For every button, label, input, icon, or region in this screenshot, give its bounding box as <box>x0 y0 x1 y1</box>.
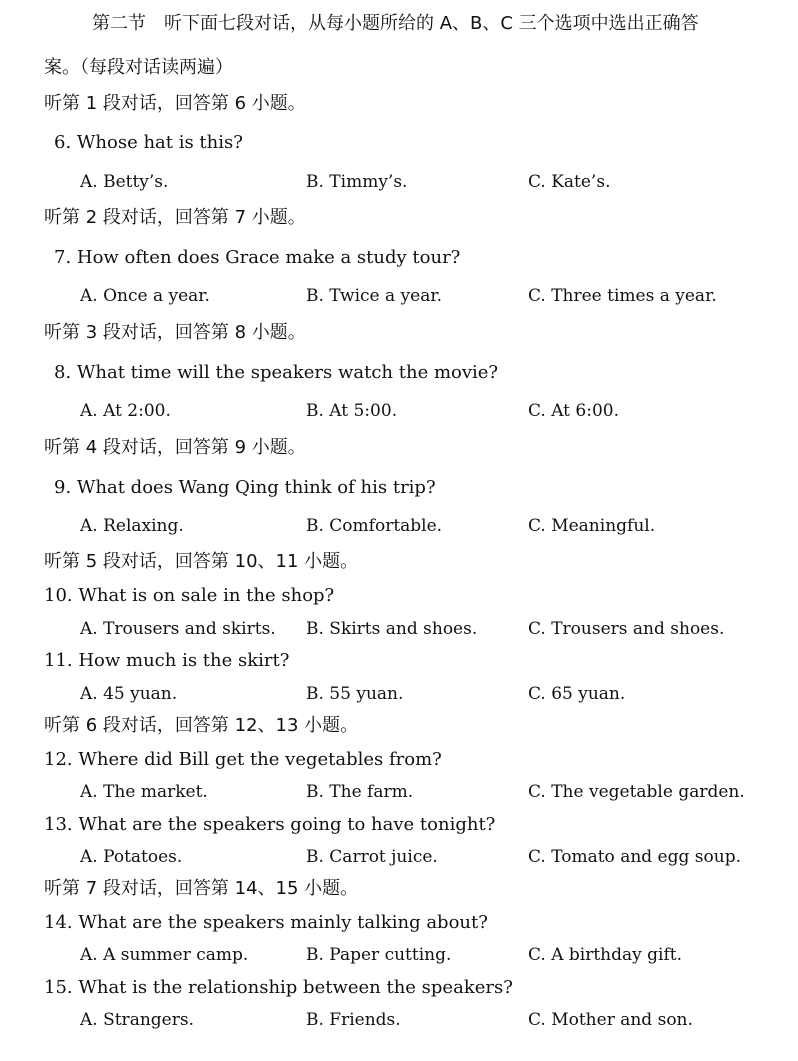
group-instruction: 听第 4 段对话，回答第 9 小题。 <box>44 437 306 458</box>
option-a: A. Strangers. <box>80 1010 194 1030</box>
question-stem: 15. What is the relationship between the speakers? <box>44 977 513 998</box>
question-stem: 9. What does Wang Qing think of his trip? <box>54 477 436 498</box>
group-instruction: 听第 2 段对话，回答第 7 小题。 <box>44 207 306 228</box>
option-c: C. Meaningful. <box>528 516 656 536</box>
group-instruction: 听第 3 段对话，回答第 8 小题。 <box>44 322 306 343</box>
section-heading-line2: 案。（每段对话读两遍） <box>44 57 233 78</box>
question-stem: 12. Where did Bill get the vegetables from? <box>44 749 442 770</box>
group-instruction: 听第 6 段对话，回答第 12、13 小题。 <box>44 715 359 736</box>
option-a: A. At 2:00. <box>80 401 171 421</box>
question-stem: 8. What time will the speakers watch the movie? <box>54 362 499 383</box>
option-a: A. 45 yuan. <box>80 684 178 704</box>
option-a: A. The market. <box>80 782 208 802</box>
option-a: A. Relaxing. <box>80 516 184 536</box>
option-b: B. 55 yuan. <box>306 684 404 704</box>
option-b: B. The farm. <box>306 782 414 802</box>
option-c: C. Tomato and egg soup. <box>528 847 741 867</box>
option-c: C. The vegetable garden. <box>528 782 745 802</box>
option-c: C. A birthday gift. <box>528 945 682 965</box>
option-a: A. Betty’s. <box>80 172 169 192</box>
group-instruction: 听第 7 段对话，回答第 14、15 小题。 <box>44 878 359 899</box>
option-c: C. Kate’s. <box>528 172 611 192</box>
option-a: A. A summer camp. <box>80 945 249 965</box>
question-stem: 7. How often does Grace make a study tour? <box>54 247 461 268</box>
group-instruction: 听第 1 段对话，回答第 6 小题。 <box>44 93 306 114</box>
option-b: B. At 5:00. <box>306 401 398 421</box>
option-c: C. Three times a year. <box>528 286 717 306</box>
question-stem: 14. What are the speakers mainly talking about? <box>44 912 488 933</box>
question-stem: 6. Whose hat is this? <box>54 132 243 153</box>
question-stem: 11. How much is the skirt? <box>44 650 290 671</box>
option-b: B. Paper cutting. <box>306 945 452 965</box>
option-c: C. At 6:00. <box>528 401 620 421</box>
option-c: C. Mother and son. <box>528 1010 693 1030</box>
group-instruction: 听第 5 段对话，回答第 10、11 小题。 <box>44 551 359 572</box>
section-heading-line1: 第二节 听下面七段对话，从每小题所给的 A、B、C 三个选项中选出正确答 <box>92 13 699 34</box>
question-stem: 10. What is on sale in the shop? <box>44 585 335 606</box>
option-a: A. Once a year. <box>80 286 210 306</box>
option-b: B. Friends. <box>306 1010 401 1030</box>
option-b: B. Carrot juice. <box>306 847 438 867</box>
option-c: C. Trousers and shoes. <box>528 619 725 639</box>
option-b: B. Timmy’s. <box>306 172 408 192</box>
option-c: C. 65 yuan. <box>528 684 626 704</box>
option-b: B. Skirts and shoes. <box>306 619 478 639</box>
option-a: A. Trousers and skirts. <box>80 619 276 639</box>
option-b: B. Twice a year. <box>306 286 443 306</box>
question-stem: 13. What are the speakers going to have tonight? <box>44 814 496 835</box>
option-a: A. Potatoes. <box>80 847 183 867</box>
option-b: B. Comfortable. <box>306 516 443 536</box>
